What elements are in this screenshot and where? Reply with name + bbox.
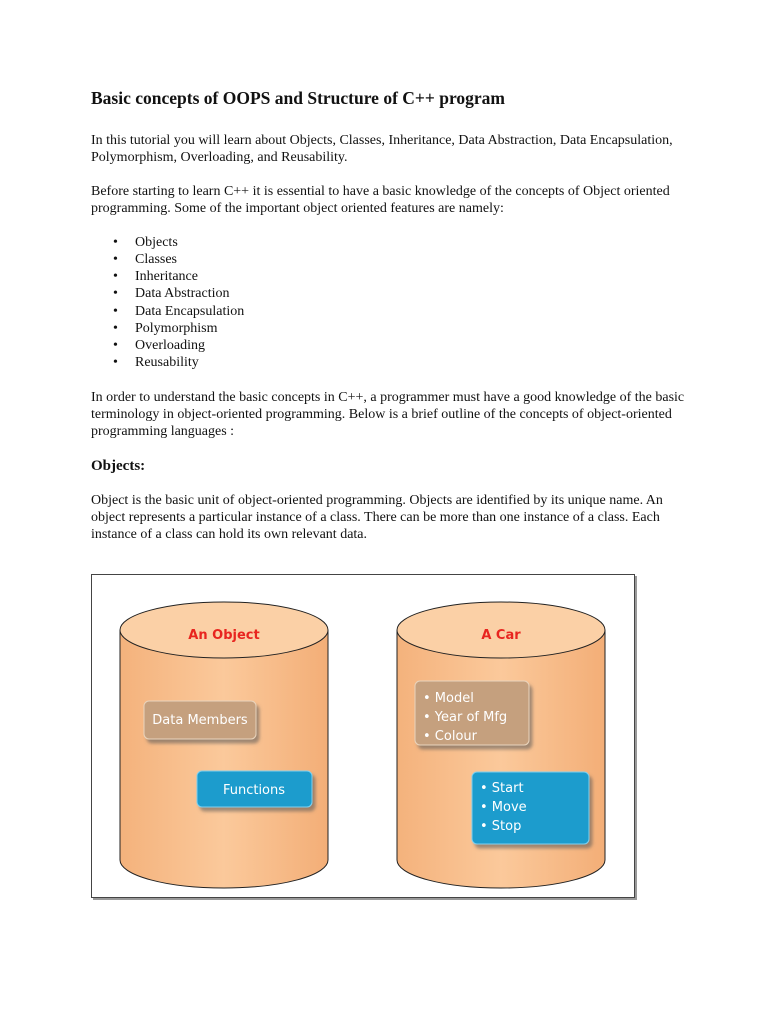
bullet-icon: •	[113, 320, 118, 336]
car-attribute-item: • Colour	[423, 729, 477, 744]
functions-label: Functions	[222, 783, 286, 798]
car-attribute-item: • Model	[423, 691, 474, 706]
before-paragraph: Before starting to learn C++ it is essential to have a basic knowledge of the concepts of Object oriented programming. Some of the important object oriented features are namely:	[91, 183, 670, 216]
intro-paragraph: In this tutorial you will learn about Objects, Classes, Inheritance, Data Abstraction, Data Encapsulation, Polymorphism, Overloading, and Reusability.	[91, 132, 673, 165]
list-item: • Data Encapsulation	[113, 303, 245, 319]
car-cylinder	[397, 602, 605, 888]
bullet-icon: •	[113, 252, 118, 268]
cylinder-title: An Object	[188, 628, 260, 643]
in-order-paragraph: In order to understand the basic concepts in C++, a programmer must have a good knowledge of the basic terminology in object-oriented programming. Below is a brief outline of the concepts of object-oriented programming languages :	[91, 389, 685, 439]
list-item: • Data Abstraction	[113, 286, 230, 302]
car-function-item: • Stop	[480, 819, 522, 834]
bullet-icon: •	[113, 355, 118, 371]
bullet-icon: •	[113, 303, 118, 319]
bullet-icon: •	[113, 269, 118, 285]
list-item: • Classes	[113, 252, 177, 268]
cylinder-title: A Car	[481, 628, 521, 643]
car-attribute-item: • Year of Mfg	[423, 710, 508, 725]
list-item: • Reusability	[113, 355, 199, 371]
object-diagram	[91, 574, 635, 898]
car-function-item: • Start	[480, 781, 524, 796]
document-page	[91, 88, 691, 560]
list-item: • Objects	[113, 234, 178, 250]
list-item: • Inheritance	[113, 269, 198, 285]
features-list	[91, 234, 691, 372]
bullet-icon: •	[113, 286, 118, 302]
data-members-label: Data Members	[152, 713, 248, 728]
object-diagram-svg	[92, 575, 634, 897]
bullet-icon: •	[113, 234, 118, 250]
bullet-icon: •	[113, 338, 118, 354]
car-function-item: • Move	[480, 800, 527, 815]
object-cylinder	[120, 602, 328, 888]
page-title: Basic concepts of OOPS and Structure of C++ program	[91, 88, 506, 108]
list-item: • Overloading	[113, 338, 205, 354]
list-item: • Polymorphism	[113, 320, 218, 336]
objects-heading: Objects:	[91, 457, 146, 474]
objects-paragraph: Object is the basic unit of object-oriented programming. Objects are identified by its unique name. An object represents a particular instance of a class. There can be more than one instance of a class. Each instance of a class can hold its own relevant data.	[91, 492, 663, 542]
